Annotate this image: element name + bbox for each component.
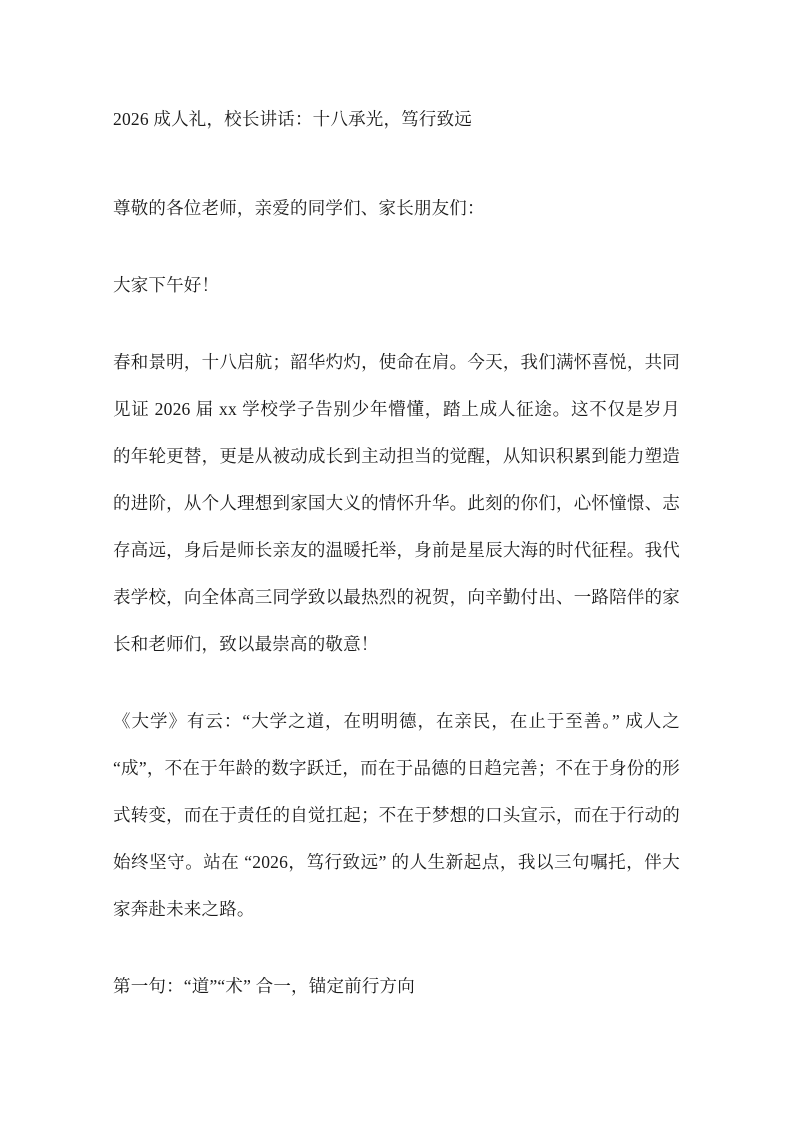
salutation-line: 尊敬的各位老师，亲爱的同学们、家长朋友们：: [113, 198, 485, 218]
body-paragraph-1: 春和景明，十八启航；韶华灼灼，使命在肩。今天，我们满怀喜悦，共同见证 2026 届 xx 学校学子告别少年懵懂，踏上成人征途。这不仅是岁月的年轮更替，更是从被动成长到主动担当的觉醒，从知识积累到能力塑造的进阶，从个人理想到家国大义的情怀升华。此刻的你们，心怀憧憬、志存高远，身后是师长亲友的温暖托举，身前是星辰大海的时代征程。我代表学校，向全体高三同学致以最热烈的祝贺，向辛勤付出、一路陪伴的家长和老师们，致以最崇高的敬意！: [113, 352, 680, 654]
greeting-line: 大家下午好！: [113, 275, 220, 295]
document-title: 2026 成人礼，校长讲话：十八承光，笃行致远: [113, 109, 472, 129]
section-heading-1: 第一句：“道”“术” 合一，锚定前行方向: [113, 976, 415, 996]
body-paragraph-2: 《大学》有云：“大学之道，在明明德，在亲民，在止于至善。” 成人之 “成”，不在于年龄的数字跃迁，而在于品德的日趋完善；不在于身份的形式转变，而在于责任的自觉扛起；不在于梦想的口头宣示，而在于行动的始终坚守。站在 “2026，笃行致远” 的人生新起点，我以三句嘱托，伴大家奔赴未来之路。: [113, 711, 680, 919]
document-body: [113, 96, 680, 1010]
